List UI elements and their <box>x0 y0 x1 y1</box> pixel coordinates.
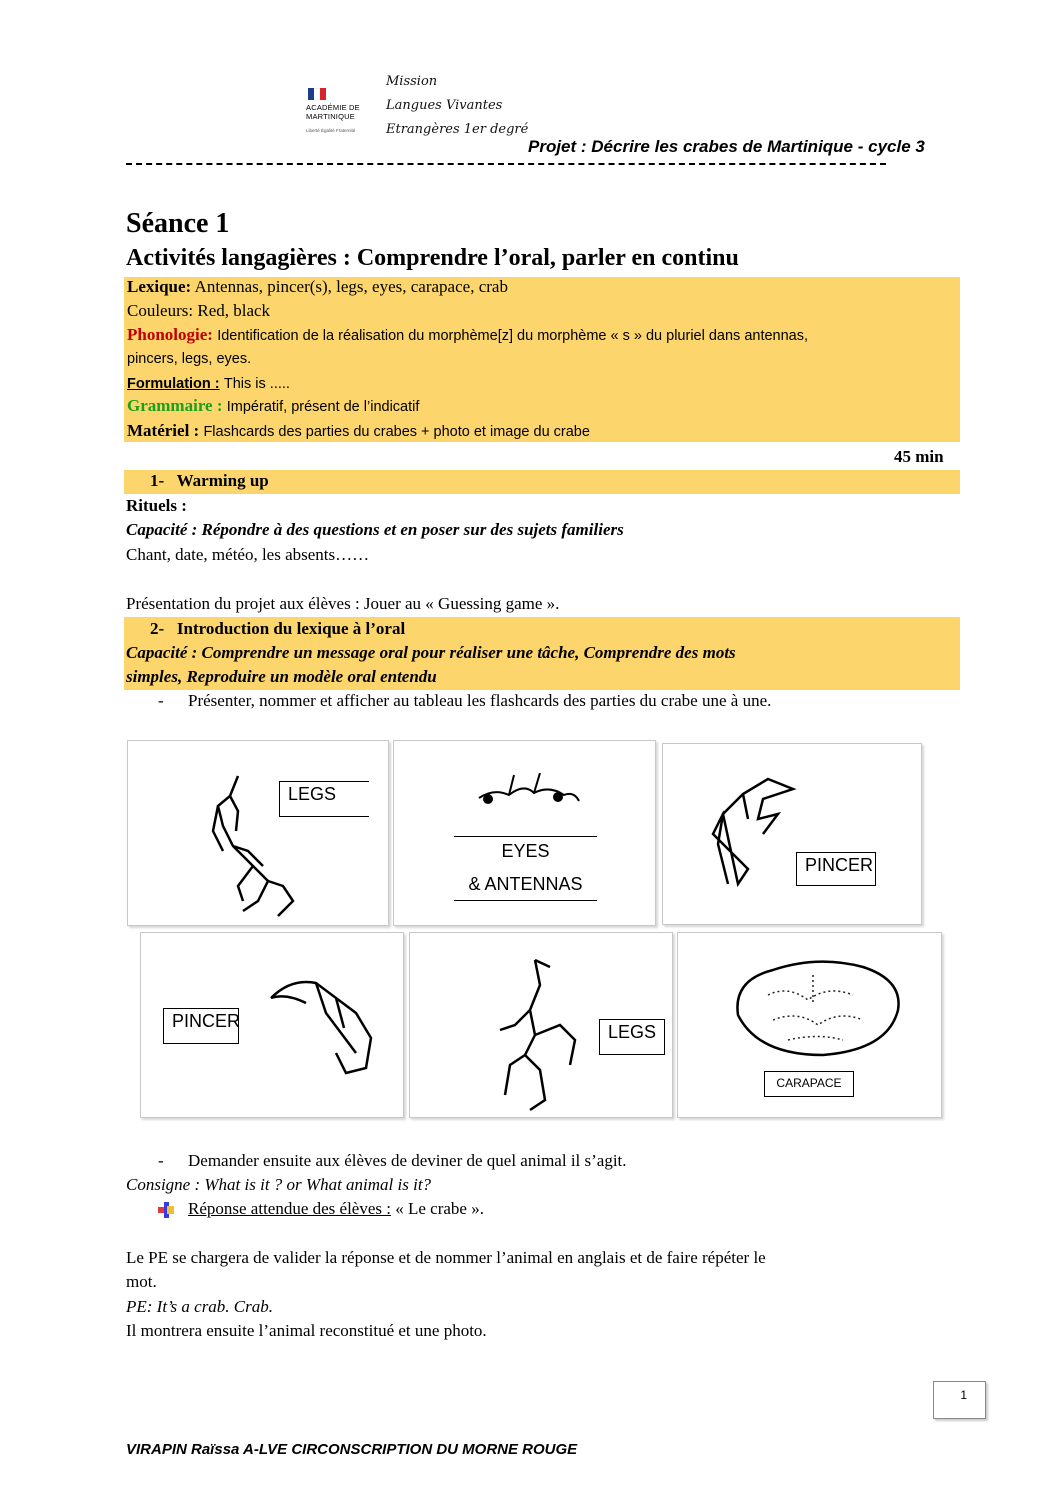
section2-capacite-1: Capacité : Comprendre un message oral pour réaliser une tâche, Comprendre des mots <box>126 643 736 662</box>
phonologie-continued: pincers, legs, eyes. <box>127 351 252 367</box>
flag-icon <box>308 88 326 100</box>
mission-line: Mission <box>386 74 438 89</box>
flashcard-legs-2 <box>409 932 673 1118</box>
pincer-label-2: PINCER <box>163 1008 239 1044</box>
logo-motto: Liberté Égalité Fraternité <box>306 128 356 133</box>
antennas-label: & ANTENNAS <box>468 874 583 894</box>
grammaire-label: Grammaire : <box>127 396 223 415</box>
formulation-line <box>127 373 290 393</box>
antennas-underline <box>454 900 597 901</box>
materiel-line <box>127 421 590 441</box>
crab-pincer-icon-2 <box>266 973 386 1083</box>
consigne: Consigne : What is it ? or What animal is it? <box>126 1175 432 1194</box>
crab-carapace-icon <box>728 955 908 1065</box>
bullet2-text: Demander ensuite aux élèves de deviner de quel animal il s’agit. <box>188 1151 627 1170</box>
lexique-line <box>127 277 508 297</box>
project-title: Projet : Décrire les crabes de Martinique - cycle 3 <box>528 137 925 156</box>
section1-label: Warming up <box>176 471 269 490</box>
crab-pincer-icon <box>708 774 798 894</box>
duration: 45 min <box>894 447 944 466</box>
flashcard-eyes <box>393 740 656 926</box>
flashcard-legs-1 <box>127 740 389 926</box>
legs-label: LEGS <box>279 781 369 817</box>
phonologie-label: Phonologie: <box>127 325 213 344</box>
logo-text: ACADÉMIE DE MARTINIQUE <box>306 103 360 121</box>
bullet-dash: - <box>158 691 164 710</box>
presentation-line: Présentation du projet aux élèves : Jouer au « Guessing game ». <box>126 594 560 613</box>
chant-line: Chant, date, météo, les absents…… <box>126 545 370 564</box>
mission-block <box>386 70 528 142</box>
page-number-box <box>933 1381 986 1419</box>
session-subtitle: Activités langagières : Comprendre l’oral, parler en continu <box>126 245 739 271</box>
header-divider <box>126 163 886 165</box>
grammaire-line <box>127 396 419 416</box>
bullet-dash-2: - <box>158 1151 164 1170</box>
flashcard-pincer-1 <box>662 743 922 925</box>
section1-capacite: Capacité : Répondre à des questions et en poser sur des sujets familiers <box>126 520 624 539</box>
pe-line-2: mot. <box>126 1272 157 1291</box>
section2-title <box>150 619 405 639</box>
arrow-bullet-icon <box>158 1202 174 1218</box>
page-number: 1 <box>960 1388 967 1402</box>
flashcard-carapace <box>677 932 942 1118</box>
pe-quote: PE: It’s a crab. Crab. <box>126 1297 274 1316</box>
section1-title <box>150 471 269 491</box>
session-title: Séance 1 <box>126 208 230 239</box>
section2-label: Introduction du lexique à l’oral <box>176 619 406 638</box>
carapace-label: CARAPACE <box>764 1071 854 1097</box>
formulation-label: Formulation : <box>127 376 220 392</box>
formulation-value: This is ..... <box>223 376 290 392</box>
bullet1-text: Présenter, nommer et afficher au tableau les flashcards des parties du crabe une à une. <box>188 691 772 710</box>
footer-author: VIRAPIN Raïssa A-LVE CIRCONSCRIPTION DU MORNE ROUGE <box>126 1441 578 1458</box>
reponse-label: Réponse attendue des élèves : <box>188 1199 391 1218</box>
section1-number: 1- <box>150 471 165 490</box>
eyes-divider <box>454 836 597 837</box>
flashcard-pincer-2 <box>140 932 404 1118</box>
rituels: Rituels : <box>126 496 187 515</box>
section2-capacite-2: simples, Reproduire un modèle oral entendu <box>126 667 437 686</box>
pe-line-1: Le PE se chargera de valider la réponse et de nommer l’animal en anglais et de faire répéter le <box>126 1248 766 1267</box>
eyes-label: EYES <box>501 841 550 861</box>
pincer-label-1: PINCER <box>796 852 876 886</box>
phonologie-line <box>127 325 808 345</box>
materiel-label: Matériel : <box>127 421 200 440</box>
reponse-line <box>188 1199 484 1219</box>
legs-label-2: LEGS <box>599 1019 665 1055</box>
pe-line-3: Il montrera ensuite l’animal reconstitué et une photo. <box>126 1321 487 1340</box>
section2-number: 2- <box>150 619 165 638</box>
grammaire-value: Impératif, présent de l’indicatif <box>226 399 420 415</box>
reponse-value: « Le crabe ». <box>391 1199 484 1218</box>
phonologie-value: Identification de la réalisation du morphème[z] du morphème « s » du pluriel dans antennas, <box>217 328 809 344</box>
crab-legs-icon-2 <box>490 955 580 1115</box>
materiel-value: Flashcards des parties du crabes + photo et image du crabe <box>203 424 590 440</box>
crab-eyes-icon <box>474 773 584 813</box>
lexique-label: Lexique: <box>127 277 192 296</box>
academie-logo <box>302 88 372 150</box>
mission-line: Langues Vivantes <box>386 98 503 113</box>
lexique-value: Antennas, pincer(s), legs, eyes, carapace, crab <box>194 277 508 296</box>
mission-line: Etrangères 1er degré <box>386 122 529 137</box>
couleurs-line: Couleurs: Red, black <box>127 301 271 320</box>
